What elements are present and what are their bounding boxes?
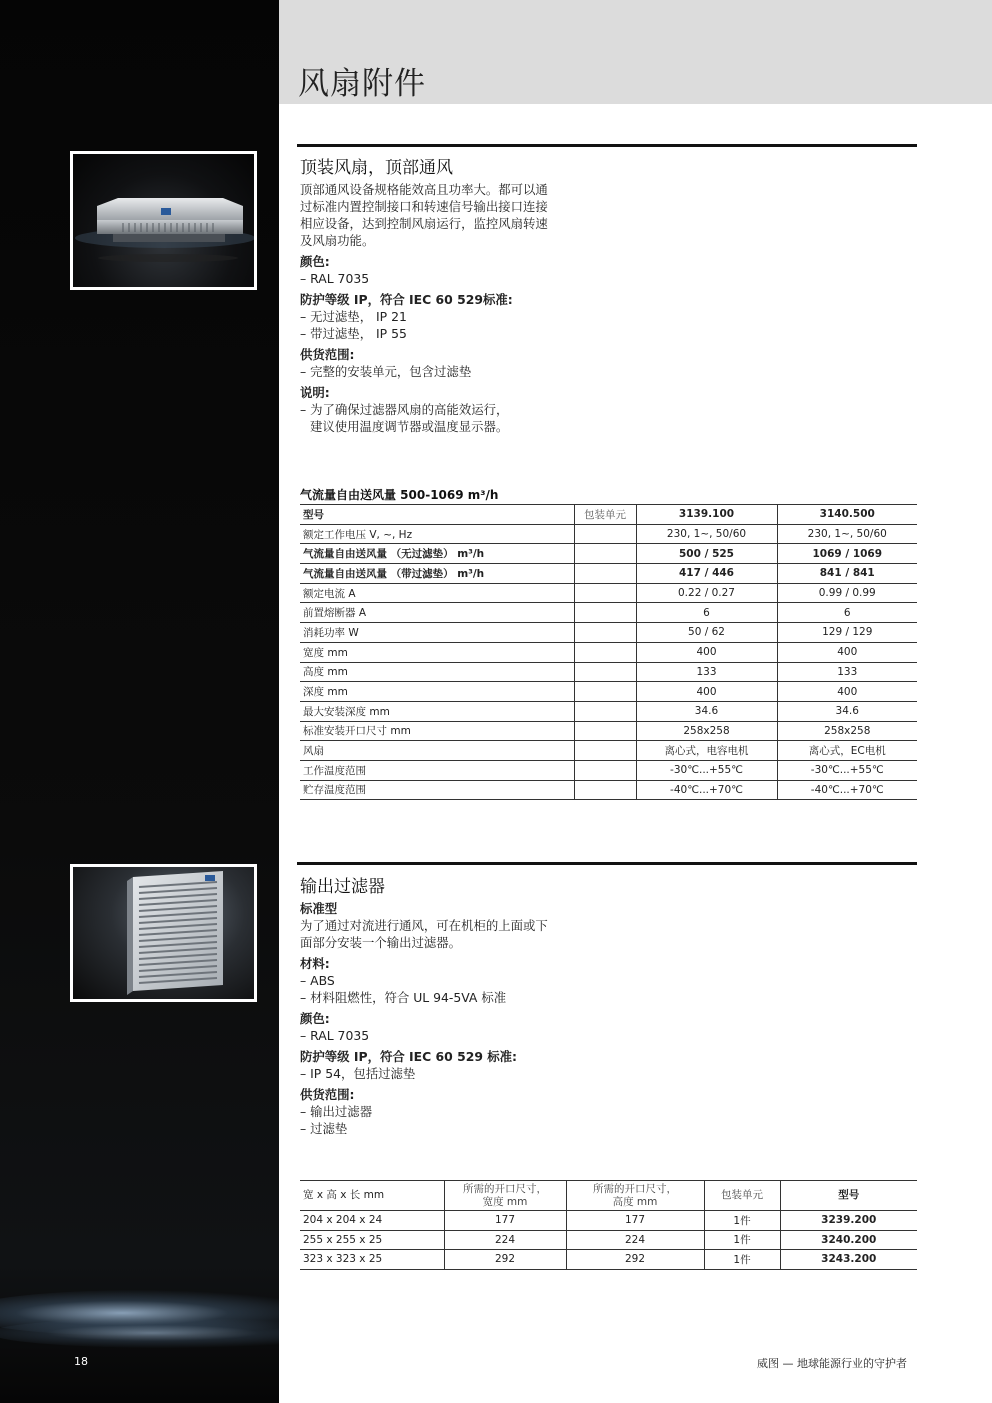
value-3139: 34.6 [636,701,777,721]
supply-label: 供货范围: [300,347,355,362]
roof-fan-photo [70,151,257,290]
page-title: 风扇附件 [298,66,426,102]
header-open-width [444,1181,566,1211]
table-row [300,1230,917,1250]
material-label: 材料: [300,956,330,971]
footer-tagline: 威图 — 地球能源行业的守护者 [757,1357,907,1370]
pack-cell: 1件 [704,1230,780,1250]
filter-spec-table [300,1180,917,1270]
dims-cell: 255 x 255 x 25 [300,1230,444,1250]
value-3140: 6 [777,603,917,623]
row-label: 高度 mm [300,662,574,682]
open-width-cell: 177 [444,1211,566,1231]
table-row [300,524,917,544]
value-3139: 230, 1~, 50/60 [636,524,777,544]
row-label: 额定电流 A [300,583,574,603]
row-unit [574,721,636,741]
section2-title: 输出过滤器 [300,877,385,897]
table-row [300,603,917,623]
pack-cell: 1件 [704,1211,780,1231]
header-cell: 型号 [300,505,574,525]
table-row [300,1211,917,1231]
row-label: 贮存温度范围 [300,780,574,800]
open-height-cell: 177 [566,1211,704,1231]
value-3139: 400 [636,642,777,662]
section-rule [297,862,917,865]
row-unit [574,642,636,662]
header-cell: 包装单元 [574,505,636,525]
value-3140: 0.99 / 0.99 [777,583,917,603]
value-3139: 258x258 [636,721,777,741]
page-header [279,0,992,104]
value-3140: 400 [777,642,917,662]
row-unit [574,741,636,761]
dims-cell: 204 x 204 x 24 [300,1211,444,1231]
table-row [300,564,917,584]
row-label: 宽度 mm [300,642,574,662]
supply-value: – 过滤垫 [300,1121,348,1136]
header-line: 所需的开口尺寸， [593,1182,677,1195]
color-value: – RAL 7035 [300,271,370,286]
row-label: 深度 mm [300,682,574,702]
section1-desc-line: 及风扇功能。 [300,233,375,248]
value-3140: -40℃...+70℃ [777,780,917,800]
row-unit [574,564,636,584]
row-label: 最大安装深度 mm [300,701,574,721]
section-rule [297,144,917,147]
note-value: – 为了确保过滤器风扇的高能效运行， [300,402,509,417]
header-cell: 3139.100 [636,505,777,525]
row-label: 气流量自由送风量 （带过滤垫） m³/h [300,564,574,584]
material-value: – 材料阻燃性，符合 UL 94-5VA 标准 [300,990,507,1005]
supply-value: – 完整的安装单元，包含过滤垫 [300,364,472,379]
header-line: 高度 mm [612,1195,658,1208]
value-3139: 417 / 446 [636,564,777,584]
section1-text [300,157,600,435]
table-row [300,1250,917,1270]
row-unit [574,603,636,623]
row-unit [574,780,636,800]
color-label: 颜色: [300,1011,330,1026]
dims-cell: 323 x 323 x 25 [300,1250,444,1270]
header-cell: 3140.500 [777,505,917,525]
model-cell: 3240.200 [780,1230,917,1250]
row-unit [574,524,636,544]
table-row [300,741,917,761]
supply-value: – 输出过滤器 [300,1104,373,1119]
value-3139: 50 / 62 [636,623,777,643]
value-3139: 6 [636,603,777,623]
value-3139: 离心式，电容电机 [636,741,777,761]
section2-text [300,876,600,1137]
color-value: – RAL 7035 [300,1028,370,1043]
section1-desc-line: 过标准内置控制接口和转速信号输出接口连接 [300,199,548,214]
row-unit [574,544,636,564]
light-streak [0,1318,279,1348]
table-header-row [300,505,917,525]
table-row [300,701,917,721]
model-cell: 3239.200 [780,1211,917,1231]
row-label: 工作温度范围 [300,760,574,780]
value-3139: 133 [636,662,777,682]
open-width-cell: 224 [444,1230,566,1250]
value-3140: 129 / 129 [777,623,917,643]
color-label: 颜色: [300,254,330,269]
value-3139: 0.22 / 0.27 [636,583,777,603]
header-open-height [566,1181,704,1211]
note-label: 说明: [300,385,330,400]
header-dims: 宽 x 高 x 长 mm [300,1181,444,1211]
row-label: 风扇 [300,741,574,761]
outlet-filter-photo [70,864,257,1002]
supply-label: 供货范围: [300,1087,355,1102]
table-row [300,544,917,564]
value-3139: -40℃...+70℃ [636,780,777,800]
value-3140: 1069 / 1069 [777,544,917,564]
value-3140: 258x258 [777,721,917,741]
value-3139: 500 / 525 [636,544,777,564]
value-3140: 离心式，EC电机 [777,741,917,761]
table-row [300,682,917,702]
row-label: 消耗功率 W [300,623,574,643]
value-3140: 230, 1~, 50/60 [777,524,917,544]
header-line: 所需的开口尺寸， [463,1182,547,1195]
header-model: 型号 [780,1181,917,1211]
table-row [300,583,917,603]
section1-desc-line: 顶部通风设备规格能效高且功率大。都可以通 [300,182,548,197]
ip-value: – 带过滤垫， IP 55 [300,326,407,341]
row-unit [574,583,636,603]
header-pack: 包装单元 [704,1181,780,1211]
ip-label: 防护等级 IP，符合 IEC 60 529 标准: [300,1049,518,1064]
row-label: 气流量自由送风量 （无过滤垫） m³/h [300,544,574,564]
pack-cell: 1件 [704,1250,780,1270]
section2-desc-line: 为了通过对流进行通风，可在机柜的上面或下 [300,918,548,933]
outlet-filter-illustration [73,867,254,999]
note-value: 建议使用温度调节器或温度显示器。 [310,419,509,434]
table-row [300,760,917,780]
row-label: 前置熔断器 A [300,603,574,623]
fan-spec-table [300,504,917,800]
page-number: 18 [74,1355,88,1368]
row-unit [574,701,636,721]
value-3140: -30℃...+55℃ [777,760,917,780]
table-header-row [300,1181,917,1211]
ip-label: 防护等级 IP，符合 IEC 60 529标准: [300,292,513,307]
section1-desc-line: 相应设备，达到控制风扇运行，监控风扇转速 [300,216,548,231]
table-row [300,780,917,800]
row-unit [574,623,636,643]
model-cell: 3243.200 [780,1250,917,1270]
table-row [300,642,917,662]
row-unit [574,760,636,780]
open-height-cell: 224 [566,1230,704,1250]
open-width-cell: 292 [444,1250,566,1270]
ip-value: – IP 54，包括过滤垫 [300,1066,416,1081]
roof-fan-illustration [73,154,254,287]
material-value: – ABS [300,973,335,988]
row-unit [574,682,636,702]
value-3139: -30℃...+55℃ [636,760,777,780]
fan-table-title: 气流量自由送风量 500-1069 m³/h [300,488,499,502]
row-unit [574,662,636,682]
table-row [300,623,917,643]
value-3140: 841 / 841 [777,564,917,584]
header-line: 宽度 mm [482,1195,528,1208]
open-height-cell: 292 [566,1250,704,1270]
section2-subtitle: 标准型 [300,901,338,916]
section1-title: 顶装风扇，顶部通风 [300,158,453,178]
value-3140: 34.6 [777,701,917,721]
value-3140: 400 [777,682,917,702]
value-3139: 400 [636,682,777,702]
table-row [300,721,917,741]
ip-value: – 无过滤垫， IP 21 [300,309,407,324]
value-3140: 133 [777,662,917,682]
row-label: 额定工作电压 V, ~, Hz [300,524,574,544]
table-row [300,662,917,682]
row-label: 标准安装开口尺寸 mm [300,721,574,741]
section2-desc-line: 面部分安装一个输出过滤器。 [300,935,462,950]
